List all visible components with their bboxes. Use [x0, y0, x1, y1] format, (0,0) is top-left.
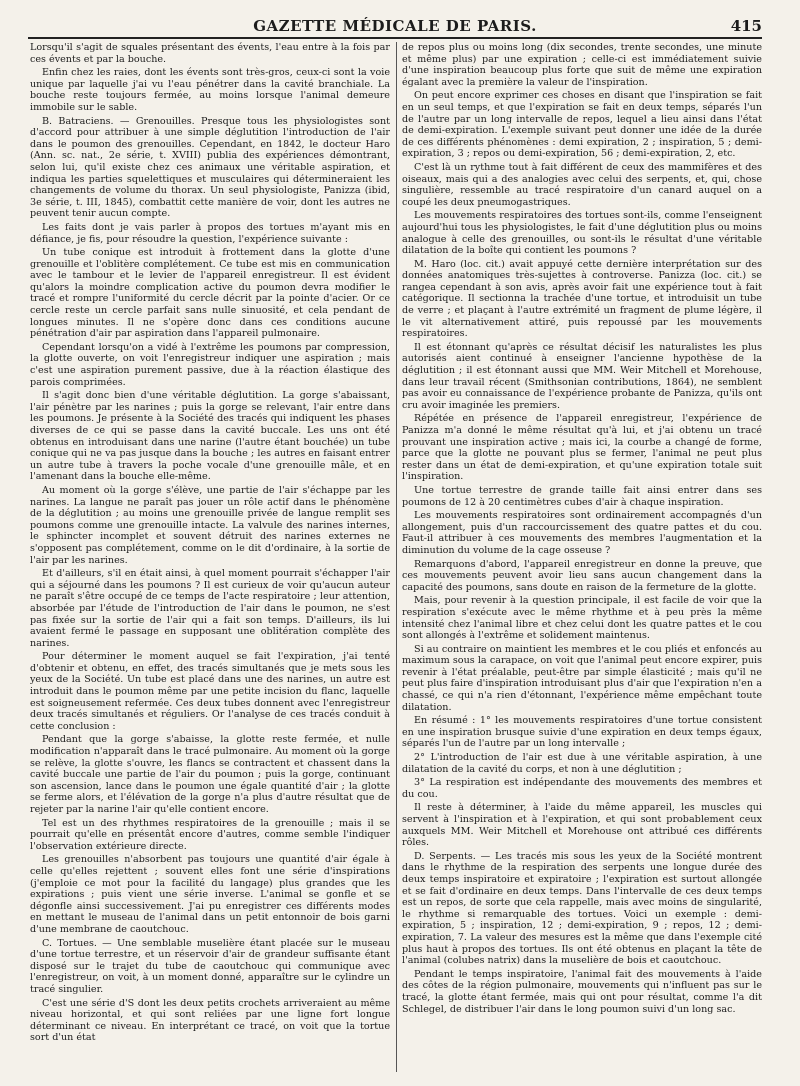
- paragraph: Il s'agit donc bien d'une véritable déglutition. La gorge s'abaissant, l'air pénètre par les narines ; puis la gorge se relevant, l'air entre dans les poumons. Je présente à la Société des tracés qui indiquent les phases diverses de ce qui se passe dans la cavité buccale. Les uns ont été obtenus en introduisant dans une narine (l'autre étant bouchée) un tube conique qui ne va pas jusque dans la bouche ; les autres en faisant entrer un autre tube à travers la poche vocale d'une grenouille mâle, et en l'amenant dans la bouche elle-même.: [30, 390, 390, 483]
- paragraph: D. Serpents. — Les tracés mis sous les yeux de la Société montrent dans le rhythme de la respiration des serpents une longue durée des deux temps inspiratoire et expiratoire ; l'expiration est surtout allongée et se fait d'ordinaire en deux temps. Dans l'intervalle de ces deux temps est un repos, de sorte que cela rappelle, mais avec moins de singularité, le rhythme si remarquable des tortues. Voici un exemple : demi-expiration, 5 ; inspiration, 12 ; demi-expiration, 9 ; repos, 12 ; demi-expiration, 7. La valeur des mesures est la même que dans l'exemple cité plus haut à propos des tortues. Ils ont été obtenus en plaçant la tête de l'animal (colubes natrix) dans la muselière de bois et caoutchouc.: [402, 850, 762, 967]
- paragraph: Pour déterminer le moment auquel se fait l'expiration, j'ai tenté d'obtenir et obtenu, en effet, des tracés simultanés que je mets sous les yeux de la Société. Un tube est placé dans une des narines, un autre est introduit dans le poumon même par une petite incision du flanc, laquelle est soigneusement refermée. Ces deux tubes donnent avec l'enregistreur deux tracés simultanés et réguliers. Or l'analyse de ces tracés conduit à cette conclusion :: [30, 651, 390, 732]
- paragraph: 3° La respiration est indépendante des mouvements des membres et du cou.: [402, 777, 762, 800]
- column-divider: [396, 42, 397, 1072]
- paragraph: Lorsqu'il s'agit de squales présentant des évents, l'eau entre à la fois par ces évents et par la bouche.: [30, 42, 390, 65]
- paragraph: C. Tortues. — Une semblable muselière étant placée sur le museau d'une tortue terrestre, et un réservoir d'air de grandeur suffisante étant disposé sur le trajet du tube de caoutchouc qui communique avec l'enregistreur, on voit, à un moment donné, apparaître sur le cylindre un tracé singulier.: [30, 937, 390, 995]
- paragraph: 2° L'introduction de l'air est due à une véritable aspiration, à une dilatation de la cavité du corps, et non à une déglutition ;: [402, 752, 762, 775]
- paragraph: de repos plus ou moins long (dix secondes, trente secondes, une minute et même plus) par une expiration ; celle-ci est immédiatement suivie d'une inspiration beaucoup plus forte que suit de même une expiration égalant avec la première la valeur de l'inspiration.: [402, 42, 762, 88]
- paragraph: Répétée en présence de l'appareil enregistreur, l'expérience de Panizza m'a donné le même résultat qu'à lui, et j'ai obtenu un tracé prouvant une inspiration active ; mais ici, la courbe a changé de forme, parce que la glotte ne pouvant plus se fermer, l'animal ne peut plus rester dans un état de demi-expiration, et qu'une expiration totale suit l'inspiration.: [402, 413, 762, 483]
- page-header: [28, 17, 762, 39]
- right-column: [402, 42, 762, 1072]
- paragraph: Les mouvements respiratoires des tortues sont-ils, comme l'enseignent aujourd'hui tous les physiologistes, le fait d'une déglutition plus ou moins analogue à celle des grenouilles, ou sont-ils le résultat d'une véritable dilatation de la boîte qui contient les poumons ?: [402, 210, 762, 257]
- paragraph: C'est là un rythme tout à fait différent de ceux des mammifères et des oiseaux, mais qui a des analogies avec celui des serpents, et, qui, chose singulière, ressemble au tracé respiratoire d'un canard auquel on a coupé les deux pneumogastriques.: [402, 161, 762, 208]
- paragraph: En résumé : 1° les mouvements respiratoires d'une tortue consistent en une inspiration brusque suivie d'une expiration en deux temps égaux, séparés l'un de l'autre par un long intervalle ;: [402, 715, 762, 750]
- paragraph: Enfin chez les raies, dont les évents sont très-gros, ceux-ci sont la voie unique par laquelle j'ai vu l'eau pénétrer dans la cavité branchiale. La bouche reste toujours fermée, au moins lorsque l'animal demeure immobile sur le sable.: [30, 67, 390, 113]
- paragraph: On peut encore exprimer ces choses en disant que l'inspiration se fait en un seul temps, et que l'expiration se fait en deux temps, séparés l'un de l'autre par un long intervalle de repos, lequel a lieu ainsi dans l'état de demi-expiration. L'exemple suivant peut donner une idée de la durée de ces différents phénomènes : demi expiration, 2 ; inspiration, 5 ; demi-expiration, 3 ; repos ou demi-expiration, 56 ; demi-expiration, 2, etc.: [402, 90, 762, 160]
- paragraph: Il reste à déterminer, à l'aide du même appareil, les muscles qui servent à l'inspiration et à l'expiration, et qui sont probablement ceux auxquels MM. Weir Mitchell et Morehouse ont attribué ces différents rôles.: [402, 802, 762, 849]
- left-column: [30, 42, 390, 1072]
- paragraph: Les grenouilles n'absorbent pas toujours une quantité d'air égale à celle qu'elles rejettent ; souvent elles font une série d'inspirations (j'emploie ce mot pour la facilité du langage) plus grandes que les expirations ; puis vient une série inverse. L'animal se gonfle et se dégonfle ainsi successivement. J'ai pu enregistrer ces différents modes en mettant le museau de l'animal dans un petit entonnoir de bois garni d'une membrane de caoutchouc.: [30, 854, 390, 935]
- paragraph: Les mouvements respiratoires sont ordinairement accompagnés d'un allongement, puis d'un raccourcissement des quatre pattes et du cou. Faut-il attribuer à ces mouvements des membres l'augmentation et la diminution du volume de la cage osseuse ?: [402, 510, 762, 556]
- paragraph: C'est une série d'S dont les deux petits crochets arriveraient au même niveau horizontal, et qui sont reliées par une ligne fort longue déterminant ce niveau. En interprétant ce tracé, on voit que la tortue sort d'un état: [30, 997, 390, 1044]
- paragraph: B. Batraciens. — Grenouilles. Presque tous les physiologistes sont d'accord pour attribuer à une simple déglutition l'introduction de l'air dans le poumon des grenouilles. Cependant, en 1842, le docteur Haro (Ann. sc. nat., 2e série, t. XVIII) publia des expériences démontrant, selon lui, qu'il existe chez ces animaux une véritable aspiration, et indiqua les parties squelettiques et musculaires qui détermineraient les changements de volume du thorax. Un seul physiologiste, Panizza (ibid, 3e série, t. III, 1845), combattit cette manière de voir, dont les autres ne peuvent tenir aucun compte.: [30, 115, 390, 220]
- journal-title: GAZETTE MÉDICALE DE PARIS.: [253, 17, 537, 35]
- paragraph: Remarquons d'abord, l'appareil enregistreur en donne la preuve, que ces mouvements peuvent avoir lieu sans aucun changement dans la capacité des poumons, sans doute en raison de la fermeture de la glotte.: [402, 558, 762, 593]
- paragraph: Une tortue terrestre de grande taille fait ainsi entrer dans ses poumons de 12 à 20 centimètres cubes d'air à chaque inspiration.: [402, 484, 762, 508]
- paragraph: M. Haro (loc. cit.) avait appuyé cette dernière interprétation sur des données anatomiques très-sujettes à controverse. Panizza (loc. cit.) se rangea cependant à son avis, après avoir fait une expérience tout à fait catégorique. Il sectionna la trachée d'une tortue, et introduisit un tube de verre ; et plaçant à l'autre extrémité un fragment de plume légère, il le vit alternativement attiré, puis repoussé par les mouvements respiratoires.: [402, 258, 762, 340]
- page-number: 415: [730, 17, 762, 35]
- paragraph: Pendant le temps inspiratoire, l'animal fait des mouvements à l'aide des côtes de la région pulmonaire, mouvements qui n'influent pas sur le tracé, la glotte étant fermée, mais qui ont pour résultat, comme l'a dit Schlegel, de distribuer l'air dans le long poumon suivi d'un long sac.: [402, 968, 762, 1015]
- paragraph: Cependant lorsqu'on a vidé à l'extrême les poumons par compression, la glotte ouverte, on voit l'enregistreur indiquer une aspiration ; mais c'est une aspiration purement passive, due à la réaction élastique des parois comprimées.: [30, 341, 390, 388]
- paragraph: Un tube conique est introduit à frottement dans la glotte d'une grenouille et l'oblitère complétement. Ce tube est mis en communication avec le tambour et le levier de l'appareil enregistreur. Il est évident qu'alors la moindre complication active du poumon devra modifier le tracé et rompre l'uniformité du cercle décrit par la pointe d'acier. Or ce cercle reste un cercle parfait sans nulle sinuosité, et cela pendant de longues minutes. Il ne s'opère donc dans ces conditions aucune pénétration d'air par aspiration dans l'appareil pulmonaire.: [30, 247, 390, 340]
- paragraph: Et d'ailleurs, s'il en était ainsi, à quel moment pourrait s'échapper l'air qui a séjourné dans les poumons ? Il est curieux de voir qu'aucun auteur ne paraît s'être occupé de ce temps de l'acte respiratoire ; leur attention, absorbée par l'étude de l'introduction de l'air dans le poumon, ne s'est pas fixée sur la sortie de l'air qui a fait son temps. D'ailleurs, ils lui avaient fermé le passage en supposant une oblitération complète des narines.: [30, 568, 390, 649]
- paragraph: Tel est un des rhythmes respiratoires de la grenouille ; mais il se pourrait qu'elle en présentât encore d'autres, comme semble l'indiquer l'observation extérieure directe.: [30, 817, 390, 852]
- paragraph: Il est étonnant qu'après ce résultat décisif les naturalistes les plus autorisés aient continué à enseigner l'ancienne hypothèse de la déglutition ; il est étonnant aussi que MM. Weir Mitchell et Morehouse, dans leur travail récent (Smithsonian contributions, 1864), ne semblent pas avoir eu connaissance de l'expérience probante de Panizza, qu'ils ont cru avoir imaginée les premiers.: [402, 341, 762, 411]
- paragraph: Au moment où la gorge s'élève, une partie de l'air s'échappe par les narines. La langue ne paraît pas jouer un rôle actif dans le phénomène de la déglutition ; au moins une grenouille privée de langue remplit ses poumons comme une grenouille intacte. La valvule des narines internes, le sphincter incomplet et souvent détruit des narines externes ne s'opposent pas complétement, comme on le dit d'ordinaire, à la sortie de l'air par les narines.: [30, 484, 390, 566]
- paragraph: Si au contraire on maintient les membres et le cou pliés et enfoncés au maximum sous la carapace, on voit que l'animal peut encore expirer, puis revenir à l'état préalable, peut-être par simple élasticité ; mais qu'il ne peut plus faire d'inspiration introduisant plus d'air que l'expiration n'en a chassé, ce qui n'a rien d'étonnant, l'expérience même empêchant toute dilatation.: [402, 643, 762, 713]
- paragraph: Les faits dont je vais parler à propos des tortues m'ayant mis en défiance, je fis, pour résoudre la question, l'expérience suivante :: [30, 221, 390, 245]
- paragraph: Mais, pour revenir à la question principale, il est facile de voir que la respiration s'exécute avec le même rhythme et à peu près la même intensité chez l'animal libre et chez celui dont les quatre pattes et le cou sont allongés à l'extrême et solidement maintenus.: [402, 595, 762, 642]
- paragraph: Pendant que la gorge s'abaisse, la glotte reste fermée, et nulle modification n'apparaît dans le tracé pulmonaire. Au moment où la gorge se relève, la glotte s'ouvre, les flancs se contractent et chassent dans la cavité buccale une partie de l'air du poumon ; puis la gorge, continuant son ascension, lance dans le poumon une égale quantité d'air ; la glotte se ferme alors, et l'élévation de la gorge n'a plus d'autre résultat que de rejeter par la narine l'air qu'elle contient encore.: [30, 734, 390, 815]
